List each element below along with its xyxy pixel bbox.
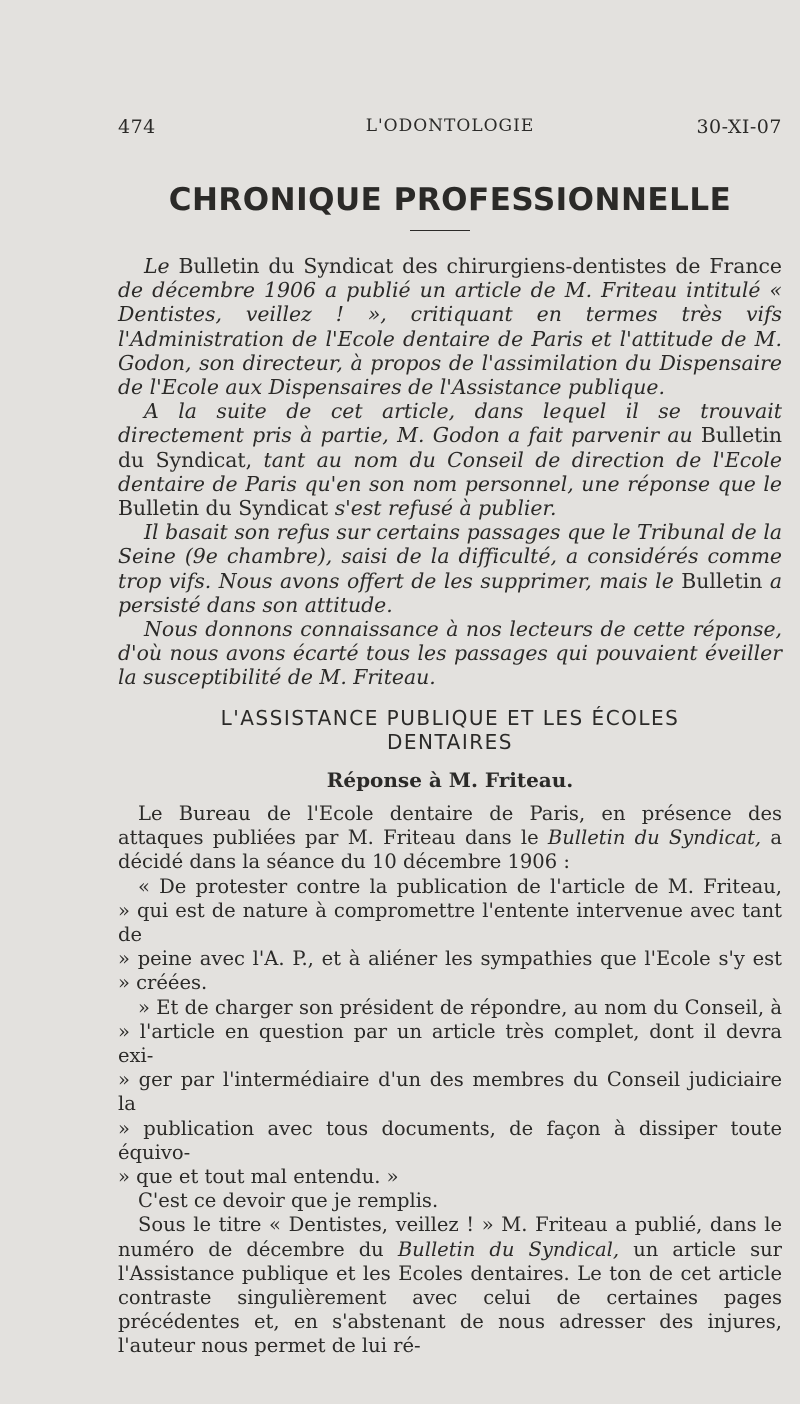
page-number: 474: [118, 116, 156, 138]
intro-paragraph: Le Bulletin du Syndicat des chirurgiens-dentistes de France de décembre 1906 a publié un article de M. Friteau intitulé « Dentistes, veillez ! », critiquant en termes très vifs l'Administration de l'Ecole dentaire de Paris et l'attitude de M. Godon, son directeur, à propos de l'assimilation du Dispensaire de l'Ecole aux Dispensaires de l'Assistance publique.: [118, 254, 782, 400]
body-paragraph: Le Bureau de l'Ecole dentaire de Paris, en présence des attaques publiées par M. Friteau dans le Bulletin du Syndicat, a décidé dans la séance du 10 décembre 1906 :: [118, 802, 783, 874]
bulletin-name: Bulletin du Syndicat,: [547, 826, 762, 850]
quote-line: » publication avec tous documents, de façon à dissiper toute équivo-: [118, 1116, 782, 1164]
journal-title: L'ODONTOLOGIE: [365, 116, 535, 136]
title-rule: [410, 230, 470, 231]
bulletin-name: Bulletin: [681, 568, 763, 593]
article-body: [118, 802, 782, 1359]
quote-line: » que et tout mal entendu. »: [118, 1165, 399, 1189]
intro-paragraph: A la suite de cet article, dans lequel il se trouvait directement pris à partie, M. Godon a fait parvenir au Bulletin du Syndicat, tant au nom du Conseil de direction de l'Ecole dentaire de Paris qu'en son nom personnel, une réponse que le Bulletin du Syndicat s'est refusé à publier.: [118, 399, 782, 521]
resolution-quote: [118, 875, 782, 1190]
quote-line: « De protester contre la publication de l'article de M. Friteau,: [138, 874, 782, 898]
section-title: CHRONIQUE PROFESSIONNELLE: [168, 182, 732, 218]
bulletin-name: Bulletin du Syndicat,: [118, 423, 782, 472]
bulletin-name: Bulletin du Syndical,: [397, 1237, 620, 1261]
article-heading: L'ASSISTANCE PUBLIQUE ET LES ÉCOLES DENTAIRES: [220, 706, 680, 754]
intro-paragraph: Il basait son refus sur certains passages que le Tribunal de la Seine (9e chambre), saisi de la difficulté, a considérés comme trop vifs. Nous avons offert de les supprimer, mais le Bulletin a persisté dans son attitude.: [118, 520, 783, 617]
reply-title: Réponse à M. Friteau.: [326, 768, 574, 792]
bulletin-name: Bulletin du Syndicat: [118, 496, 329, 521]
quote-line: » l'article en question par un article très complet, dont il devra exi-: [118, 1019, 782, 1068]
issue-date: 30-XI-07: [696, 116, 782, 138]
body-paragraph: Sous le titre « Dentistes, veillez ! » M. Friteau a publié, dans le numéro de décembre du Bulletin du Syndical, un article sur l'Assistance publique et les Ecoles dentaires. Le ton de cet article contraste singulièrement avec celui de certaines pages précédentes et, en s'abstenant de nous adresser des injures, l'auteur nous permet de lui ré-: [118, 1213, 783, 1358]
quote-line: » peine avec l'A. P., et à aliéner les sympathies que l'Ecole s'y est: [118, 947, 782, 971]
quote-line: » ger par l'intermédiaire d'un des membres du Conseil judiciaire la: [118, 1068, 782, 1116]
quote-line: » Et de charger son président de répondre, au nom du Conseil, à: [138, 995, 782, 1019]
intro-paragraph: Nous donnons connaissance à nos lecteurs de cette réponse, d'où nous avons écarté tous les passages qui pouvaient éveiller la susceptibilité de M. Friteau.: [118, 617, 782, 690]
bulletin-name: Bulletin du Syndicat des chirurgiens-dentistes de France: [178, 254, 782, 278]
intro-text: [118, 254, 782, 690]
quote-line: » qui est de nature à compromettre l'entente intervenue avec tant de: [118, 898, 782, 947]
quote-line: » créées.: [118, 971, 208, 995]
body-paragraph: C'est ce devoir que je remplis.: [138, 1189, 439, 1213]
